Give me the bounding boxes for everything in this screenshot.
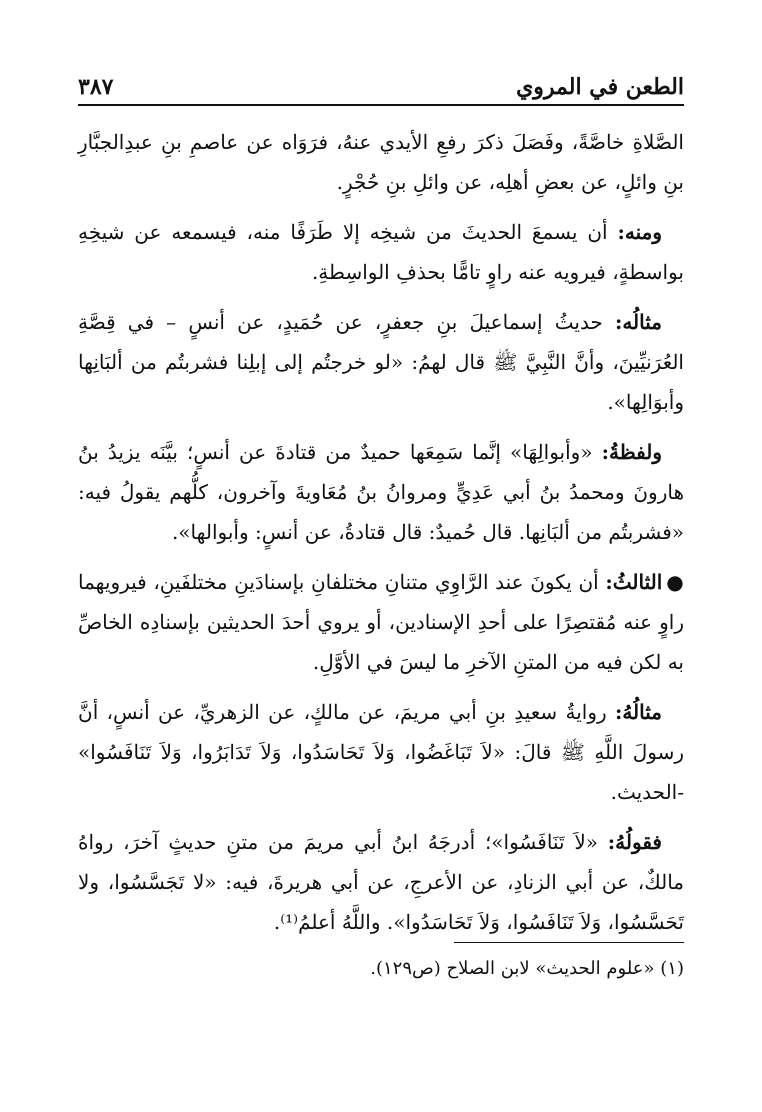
paragraph-6-lead: مثالُهُ: bbox=[614, 700, 662, 724]
paragraph-5-lead: الثالثُ: bbox=[605, 570, 663, 594]
header-rule bbox=[78, 104, 684, 106]
running-title: الطعن في المروي bbox=[516, 74, 684, 100]
footnote-text: (١) «علوم الحديث» لابن الصلاح (ص١٢٩). bbox=[370, 958, 684, 979]
paragraph-7 bbox=[78, 822, 684, 942]
paragraph-2 bbox=[78, 212, 684, 292]
paragraph-1-text: الصَّلاةِ خاصَّةً، وفَصَلَ ذكرَ رفعِ الأيدي عنهُ، فرَوَاه عن عاصمِ بنِ عبدِالجبَّارِ بنِ وائلٍ، عن بعضِ أهلِه، عن وائلِ بنِ حُجْرٍ. bbox=[78, 130, 684, 194]
paragraph-7-lead: فقولُهُ: bbox=[607, 830, 662, 854]
paragraph-6-text: روايةُ سعيدِ بنِ أبي مريمَ، عن مالكٍ، عن الزهريِّ، عن أنسٍ، أنَّ رسولَ اللَّهِ ﷺ قالَ: «لاَ تَبَاغَضُوا، وَلاَ تَحَاسَدُوا، وَلاَ تَدَابَرُوا، وَلاَ تَنَافَسُوا» -الحديث. bbox=[78, 700, 684, 804]
paragraph-7-text: «لاَ تَنَافَسُوا»؛ أدرجَهُ ابنُ أبي مريمَ من متنِ حديثٍ آخرَ، رواهُ مالكٌ، عن أبي الزنادِ، عن الأعرجِ، عن أبي هريرةَ، فيه: «لا تَجَسَّسُوا، ولا تَحَسَّسُوا، وَلاَ تَنَافَسُوا، وَلاَ تَحَاسَدُوا». واللَّهُ أعلمُ⁽¹⁾. bbox=[78, 830, 684, 934]
paragraph-1 bbox=[78, 122, 684, 202]
paragraph-6 bbox=[78, 692, 684, 812]
bullet-icon: ● bbox=[666, 570, 685, 594]
paragraph-5-text: أن يكونَ عند الرَّاوِي متنانِ مختلفانِ بإسنادَينِ مختلفَينِ، فيرويهما راوٍ عنه مُقتصِرًا على أحدِ الإسنادين، أو يروي أحدَ الحديثين بإسنادِه الخاصِّ به لكن فيه من المتنِ الآخرِ ما ليسَ في الأوَّلِ. bbox=[78, 570, 684, 674]
paragraph-3-text: حديثُ إسماعيلَ بنِ جعفرٍ، عن حُمَيدٍ، عن أنسٍ – في قِصَّةِ العُرَنيِّينَ، وأنَّ النَّبِيَّ ﷺ قال لهمُ: «لو خرجتُم إلى إبلِنا فشربتُم من ألبَانِها وأبوَالِها». bbox=[78, 310, 684, 414]
paragraph-4 bbox=[78, 432, 684, 552]
paragraph-2-text: أن يسمعَ الحديثَ من شيخِه إلا طَرَفًا منه، فيسمعه عن شيخِهِ بواسطةٍ، فيرويه عنه راوٍ تامًّا بحذفِ الواسِطةِ. bbox=[78, 220, 684, 284]
footnote bbox=[78, 954, 684, 984]
paragraph-4-lead: ولفظةُ: bbox=[601, 440, 662, 464]
main-text bbox=[78, 122, 684, 952]
paragraph-4-text: «وأبوالِهَا» إنَّما سَمِعَها حميدٌ من قتادةَ عن أنسٍ؛ بيَّنَه يزيدُ بنُ هارونَ ومحمدُ بنُ أبي عَدِيٍّ ومروانُ بنُ مُعَاويةَ وآخرون، كلُّهم يقولُ فيه: «فشربتُم من ألبَانِها. قال حُميدٌ: قال قتادةُ، عن أنسٍ: وأبوالها». bbox=[78, 440, 684, 544]
footnote-rule bbox=[454, 942, 684, 943]
paragraph-3 bbox=[78, 302, 684, 422]
paragraph-3-lead: مثالُه: bbox=[614, 310, 662, 334]
paragraph-2-lead: ومنه: bbox=[617, 220, 662, 244]
running-header bbox=[78, 60, 684, 100]
page-number: ٣٨٧ bbox=[78, 74, 114, 100]
paragraph-5 bbox=[78, 562, 684, 682]
